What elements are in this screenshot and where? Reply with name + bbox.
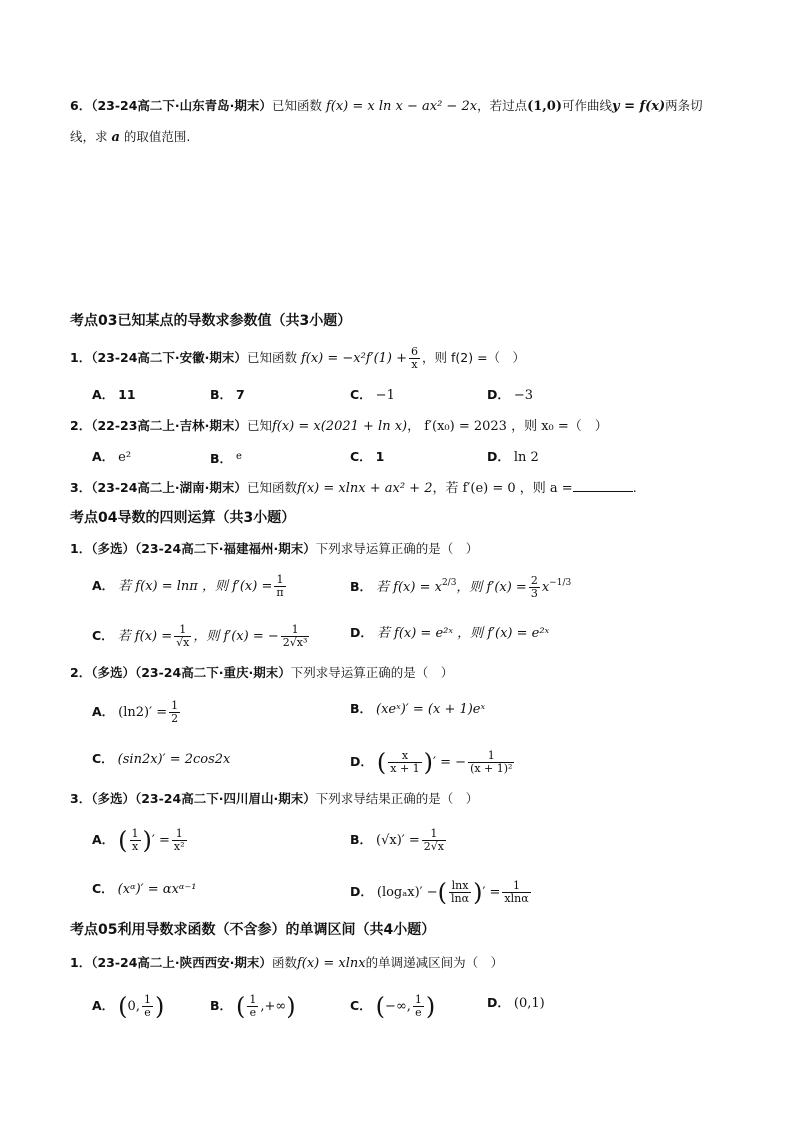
sec04-q1-option-b[interactable]: B． 若 $f(x) = x^{2/3}$，则 f′(x) = $\frac{2}{3}$ $x^{-1/3}$ xyxy=(350,574,572,600)
sec04-q3-option-d[interactable]: D． (logₐx)′ −( $\frac{\ln x}{\ln\alpha}$ )′ = $\frac{1}{xln\alpha}$ xyxy=(350,878,529,907)
sec04-q3-option-c[interactable]: C． (xᵅ)′ = αxᵅ⁻¹ xyxy=(92,881,197,897)
sec03-question-1: 1．（23-24高二下·安徽·期末）已知函数 f(x) = −x²f′(1) + $\frac{6}{x}$ ，则 f(2) =（ ） xyxy=(70,345,526,371)
sec04-question-3: 3．（多选）（23-24高二下·四川眉山·期末）下列求导结果正确的是（ ） xyxy=(70,791,479,806)
question-6-line2: 线，求 a 的取值范围. xyxy=(70,129,191,145)
sec03-q1-option-a[interactable]: A． 11 xyxy=(92,387,136,402)
sec04-q2-option-c[interactable]: C． (sin2x)′ = 2cos2x xyxy=(92,751,231,767)
sec04-q3-option-b[interactable]: B． (√x)′ = $\frac{1}{2√x}$ xyxy=(350,827,444,853)
sec03-q1-option-d[interactable]: D． −3 xyxy=(487,387,534,403)
sec04-q3-option-a[interactable]: A． ( $\frac{1}{x}$ )′ = $\frac{1}{\text{x²}}$ xyxy=(92,826,185,855)
section-05-title: 考点05利用导数求函数（不含参）的单调区间（共4小题） xyxy=(70,922,436,938)
fraction: $\frac{6}{x}$ xyxy=(411,345,419,371)
sec05-q1-option-c[interactable]: C． (−∞, $\frac{1}{e}$ ) xyxy=(350,992,436,1021)
sec03-q2-option-b[interactable]: B． $^e$ xyxy=(210,451,242,466)
sec03-q1-option-b[interactable]: B． 7 xyxy=(210,387,245,402)
sec05-q1-option-a[interactable]: A． (0, $\frac{1}{e}$ ) xyxy=(92,992,165,1021)
question-6-line1: 6．（23-24高二下·山东青岛·期末）已知函数 f(x) = x ln x − ax² − 2x，若过点(1,0)可作曲线y = f(x)两条切 xyxy=(70,98,703,114)
answer-blank[interactable] xyxy=(573,479,633,492)
sec03-q2-option-a[interactable]: A． e² xyxy=(92,449,132,465)
sec04-q2-option-d[interactable]: D． ( $\frac{x}{x + 1}$ )′ = − $\frac{1}{\text{(x + 1)²}}$ xyxy=(350,748,513,777)
sec05-q1-option-d[interactable]: D． (0,1) xyxy=(487,995,545,1011)
sec05-question-1: 1．（23-24高二上·陕西西安·期末）函数f(x) = xlnx的单调递减区间为（ ） xyxy=(70,955,504,971)
sec03-q1-option-c[interactable]: C． −1 xyxy=(350,387,395,403)
section-03-title: 考点03已知某点的导数求参数值（共3小题） xyxy=(70,313,352,329)
sec03-q2-option-d[interactable]: D． ln 2 xyxy=(487,449,539,465)
sec03-question-2: 2．（22-23高二上·吉林·期末）已知f(x) = x(2021 + ln x)， f′(x₀) = 2023 ，则 x₀ =（ ） xyxy=(70,418,608,434)
sec04-question-2: 2．（多选）（23-24高二下·重庆·期末）下列求导运算正确的是（ ） xyxy=(70,665,454,680)
sec04-question-1: 1．（多选）（23-24高二下·福建福州·期末）下列求导运算正确的是（ ） xyxy=(70,541,479,556)
sec05-q1-option-b[interactable]: B． ( $\frac{1}{e}$ ,+∞) xyxy=(210,992,296,1021)
sec04-q2-option-b[interactable]: B． (xeˣ)′ = (x + 1)eˣ xyxy=(350,701,486,717)
sec03-question-3: 3．（23-24高二上·湖南·期末）已知函数f(x) = xlnx + ax² + 2，若 f′(e) = 0 ，则 a = . xyxy=(70,480,637,496)
section-04-title: 考点04导数的四则运算（共3小题） xyxy=(70,510,296,526)
sec04-q2-option-a[interactable]: A． (ln2)′ = $\frac{1}{2}$ xyxy=(92,699,179,725)
sec04-q1-option-c[interactable]: C． 若 f(x) = $\frac{1}{√x}$ ，则 f′(x) = − $\frac{1}{\text{2√x³}}$ xyxy=(92,623,308,649)
sec03-q2-option-c[interactable]: C． 1 xyxy=(350,449,385,464)
sec04-q1-option-a[interactable]: A． 若 f(x) = lnπ ，则 f′(x) = $\frac{1}{\pi}$ xyxy=(92,573,284,599)
sec04-q1-option-d[interactable]: D． 若 f(x) = e²ˣ ，则 f′(x) = e²ˣ xyxy=(350,625,550,641)
